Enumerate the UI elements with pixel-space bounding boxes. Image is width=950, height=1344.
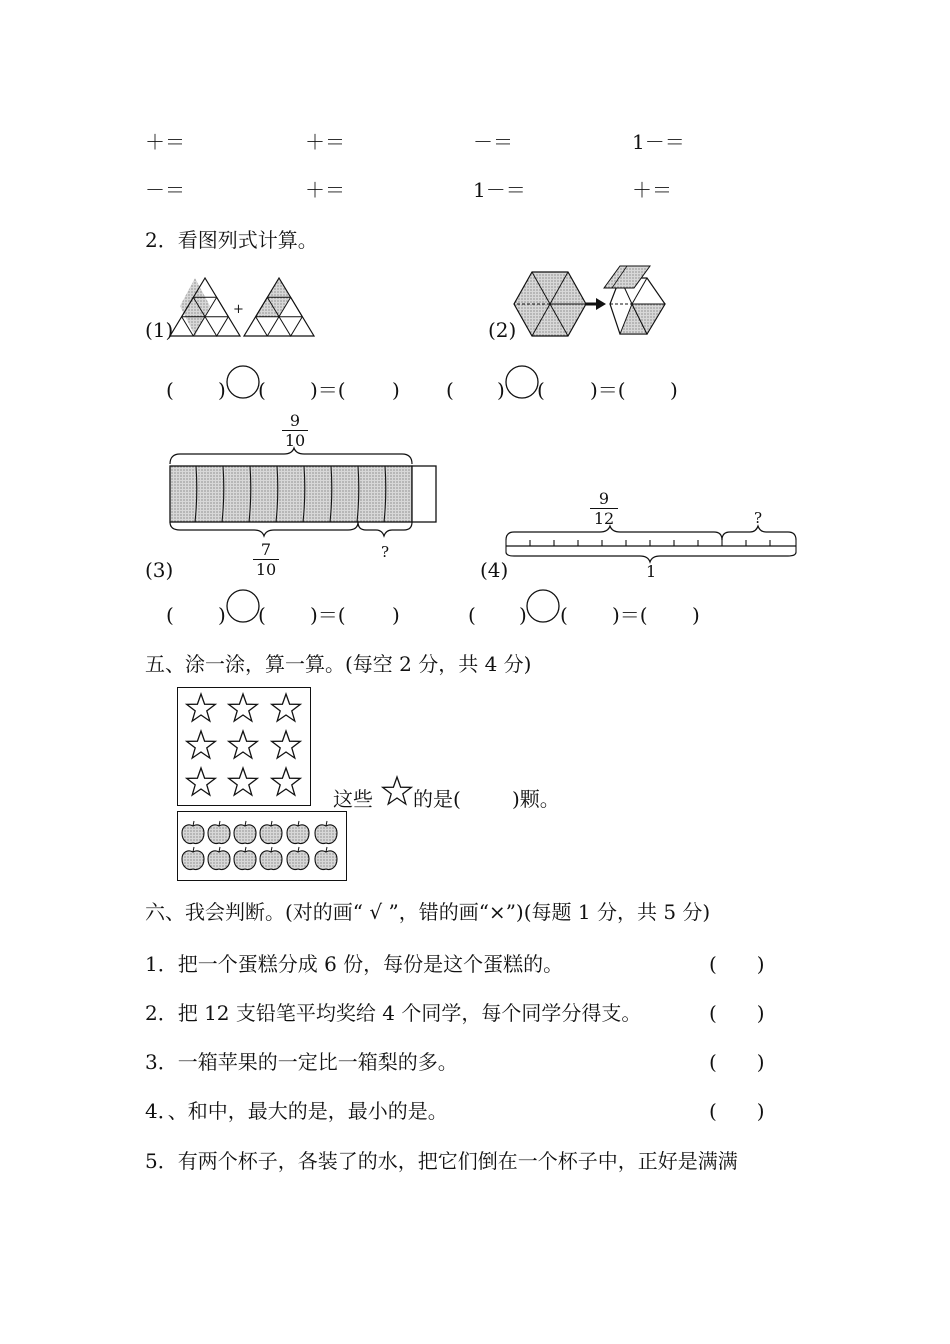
eq1-paren-open: ( [166, 378, 174, 402]
judge-item-4: 4．、和中，最大的是，最小的是。 [145, 1099, 448, 1123]
hexagon-figure [512, 262, 672, 344]
section-6-heading: 六、我会判断。(对的画“ √ ”，错的画“×”)(每题 1 分，共 5 分) [145, 900, 711, 924]
unknown-mark: ? [754, 509, 763, 527]
eq3-equals: )＝( [310, 603, 346, 627]
apples-grid [177, 811, 347, 881]
stars-grid [177, 687, 311, 807]
numerator: 9 [289, 411, 301, 430]
judge-item-1: 1．把一个蛋糕分成 6 份，每份是这个蛋糕的。 [145, 952, 564, 976]
eq3-paren-end: ) [392, 603, 400, 627]
calc-1-1: ＋＝ [145, 130, 185, 154]
eq2-equals: )＝( [590, 378, 626, 402]
eq4-equals: )＝( [612, 603, 648, 627]
judge-paren-4[interactable]: ( ) [709, 1099, 765, 1123]
eq2-paren-close: ) [497, 378, 505, 402]
judge-paren-2[interactable]: ( ) [709, 1001, 765, 1025]
calc-2-1: －＝ [145, 178, 185, 202]
star-icon [380, 775, 414, 807]
question-2-title: 2．看图列式计算。 [145, 228, 318, 252]
numerator: 9 [598, 489, 610, 508]
eq3-paren-open-2: ( [258, 603, 266, 627]
whole-label: 1 [646, 562, 657, 581]
judge-item-3: 3．一箱苹果的一定比一箱梨的多。 [145, 1050, 458, 1074]
stars-text-before: 这些 [333, 787, 373, 811]
eq2-paren-open-2: ( [537, 378, 545, 402]
denominator: 10 [255, 560, 277, 579]
bar-model [168, 448, 440, 566]
calc-1-3: －＝ [473, 130, 513, 154]
eq2-paren-end: ) [670, 378, 678, 402]
operator-circle [503, 364, 541, 400]
calc-2-2: ＋＝ [305, 178, 345, 202]
eq4-paren-end: ) [692, 603, 700, 627]
denominator: 12 [593, 509, 615, 528]
eq3-paren-open: ( [166, 603, 174, 627]
denominator: 10 [284, 431, 306, 450]
unknown-mark: ? [381, 543, 390, 561]
calc-2-4: ＋＝ [632, 178, 672, 202]
calc-1-4: 1－＝ [632, 130, 685, 154]
numerator: 7 [260, 540, 272, 559]
eq3-paren-close: ) [218, 603, 226, 627]
eq1-paren-end: ) [392, 378, 400, 402]
label-3: (3) [145, 558, 174, 582]
stars-text-end: )颗。 [512, 787, 560, 811]
triangle-figure-right [244, 276, 314, 338]
eq1-equals: )＝( [310, 378, 346, 402]
operator-circle [224, 588, 262, 624]
operator-circle [524, 588, 562, 624]
judge-paren-3[interactable]: ( ) [709, 1050, 765, 1074]
eq1-paren-close: ) [218, 378, 226, 402]
fraction-7-10 [253, 541, 279, 578]
eq4-paren-open-2: ( [560, 603, 568, 627]
judge-paren-1[interactable]: ( ) [709, 952, 765, 976]
label-2: (2) [488, 318, 517, 342]
number-line [504, 522, 800, 562]
judge-item-2: 2．把 12 支铅笔平均奖给 4 个同学，每个同学分得支。 [145, 1001, 642, 1025]
eq4-paren-close: ) [519, 603, 527, 627]
operator-circle [224, 364, 262, 400]
judge-item-5: 5．有两个杯子，各装了的水，把它们倒在一个杯子中，正好是满满 [145, 1149, 738, 1173]
label-4: (4) [480, 558, 509, 582]
plus-sign: + [233, 302, 244, 317]
section-5-heading: 五、涂一涂，算一算。(每空 2 分，共 4 分) [145, 652, 532, 676]
label-1: (1) [145, 318, 174, 342]
stars-text-after: 的是( [413, 787, 461, 811]
triangle-figure-left [170, 276, 240, 338]
calc-2-3: 1－＝ [473, 178, 526, 202]
eq1-paren-open-2: ( [258, 378, 266, 402]
eq2-paren-open: ( [446, 378, 454, 402]
fraction-9-10 [282, 412, 308, 449]
calc-1-2: ＋＝ [305, 130, 345, 154]
eq4-paren-open: ( [468, 603, 476, 627]
